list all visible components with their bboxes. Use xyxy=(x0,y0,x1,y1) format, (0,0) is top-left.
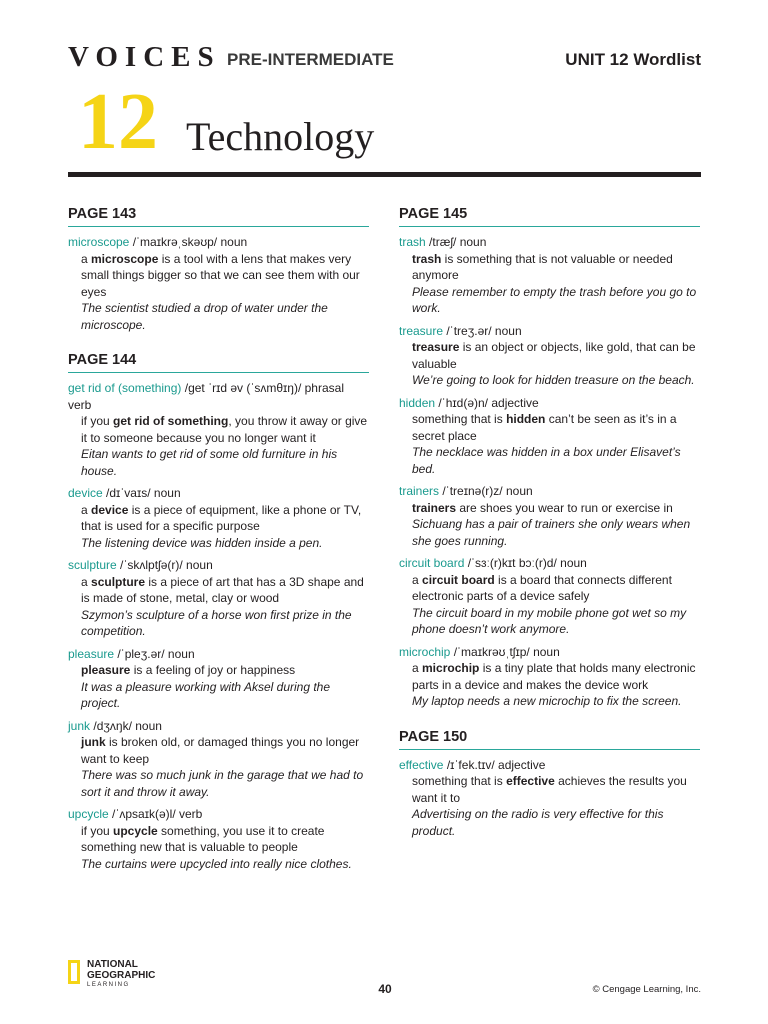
logo-line-1: NATIONAL xyxy=(87,959,138,970)
entry-word: circuit board xyxy=(399,556,465,570)
entry-pleasure xyxy=(68,646,369,712)
entry-word: trainers xyxy=(399,484,440,498)
entry-info: /ˈʌpsaɪk(ə)l/ verb xyxy=(112,807,203,821)
section-heading: PAGE 150 xyxy=(399,728,700,750)
entry-circuit-board xyxy=(399,555,700,638)
entry-word: junk xyxy=(68,718,91,733)
entry-info: /ˈtreʒ.ər/ noun xyxy=(446,323,522,338)
entry-info: /ˈsɜː(r)kɪt bɔː(r)d/ noun xyxy=(467,556,587,570)
entry-definition: something that is effective achieves the results you want it to xyxy=(412,774,687,805)
entry-info: /ˈskʌlptʃə(r)/ noun xyxy=(120,558,213,572)
entry-info: /træʃ/ noun xyxy=(429,235,487,249)
entry-word: pleasure xyxy=(68,646,115,661)
yellow-border-icon xyxy=(68,960,80,984)
entry-info: /get ˈrɪd əv (ˈsʌmθɪŋ)/ phrasal verb xyxy=(68,381,344,412)
entry-example: Szymon’s sculpture of a horse won first prize in the competition. xyxy=(81,607,352,638)
entry-example: Sichuang has a pair of trainers she only wears when she goes running. xyxy=(412,517,691,548)
entry-word: upcycle xyxy=(68,807,109,821)
entry-example: The necklace was hidden in a box under Elisavet’s bed. xyxy=(412,445,681,476)
page-number: 40 xyxy=(378,982,392,996)
entry-microchip xyxy=(399,644,700,710)
entry-example: There was so much junk in the garage that we had to sort it and throw it away. xyxy=(81,768,364,799)
entry-example: My laptop needs a new microchip to fix the screen. xyxy=(412,694,682,708)
entry-definition: a device is a piece of equipment, like a phone or TV, that is used for a specific purpose xyxy=(81,502,362,533)
entry-info: /ˈtreɪnə(r)z/ noun xyxy=(442,484,533,498)
entry-junk xyxy=(68,718,369,801)
unit-title: Technology xyxy=(186,114,375,159)
entry-word: microscope xyxy=(68,235,130,249)
entry-microscope xyxy=(68,234,369,333)
unit-number: 12 xyxy=(78,78,158,166)
entry-info: /ɪˈfek.tɪv/ adjective xyxy=(446,757,546,772)
entry-sculpture xyxy=(68,557,369,640)
entry-word: get rid of (something) xyxy=(68,381,182,395)
entry-word: microchip xyxy=(399,644,451,659)
entry-definition: if you upcycle something, you use it to create something new that is valuable to people xyxy=(81,823,325,854)
entry-info: /ˈhɪd(ə)n/ adjective xyxy=(438,395,539,410)
entry-upcycle xyxy=(68,806,369,872)
page-header xyxy=(68,40,701,74)
entry-info: /ˈmaɪkrəˌskəʊp/ noun xyxy=(132,235,248,249)
entry-example: We’re going to look for hidden treasure on the beach. xyxy=(412,373,695,387)
section-heading: PAGE 145 xyxy=(399,205,700,227)
entry-word: treasure xyxy=(399,323,444,338)
entry-info: /dɪˈvaɪs/ noun xyxy=(106,486,181,500)
entry-definition: junk is broken old, or damaged things you no longer want to keep xyxy=(81,735,360,766)
level-label: PRE-INTERMEDIATE xyxy=(227,50,394,69)
logo-line-2: GEOGRAPHIC xyxy=(87,969,156,981)
entry-word: sculpture xyxy=(68,558,117,572)
entry-definition: a microchip is a tiny plate that holds many electronic parts in a device and makes the device work xyxy=(412,661,696,692)
entry-definition: if you get rid of something, you throw it away or give it to someone because you no longer want it xyxy=(81,414,368,445)
entry-device xyxy=(68,485,369,551)
national-geographic-logo xyxy=(68,960,168,992)
entry-word: hidden xyxy=(399,395,436,410)
entry-definition: pleasure is a feeling of joy or happiness xyxy=(81,663,296,677)
section-heading: PAGE 144 xyxy=(68,351,369,373)
copyright-notice: © Cengage Learning, Inc. xyxy=(592,984,701,995)
entry-get-rid-of xyxy=(68,380,369,479)
entry-example: It was a pleasure working with Aksel during the project. xyxy=(81,679,331,710)
right-column xyxy=(399,205,700,845)
entry-word: effective xyxy=(399,757,444,772)
entry-example: The listening device was hidden inside a pen. xyxy=(81,535,323,550)
entry-example: Advertising on the radio is very effective for this product. xyxy=(412,807,664,838)
entry-info: /ˈpleʒ.ər/ noun xyxy=(117,646,195,661)
unit-wordlist-label: UNIT 12 Wordlist xyxy=(565,50,701,69)
entry-word: device xyxy=(68,486,103,500)
entry-definition: trash is something that is not valuable or needed anymore xyxy=(412,251,673,282)
entry-example: Please remember to empty the trash before you go to work. xyxy=(412,284,697,315)
entry-treasure xyxy=(399,323,700,389)
entry-example: The scientist studied a drop of water under the microscope. xyxy=(81,301,328,332)
entry-word: trash xyxy=(399,235,426,249)
entry-example: The circuit board in my mobile phone got wet so my phone doesn’t work anymore. xyxy=(412,605,687,636)
entry-trainers xyxy=(399,483,700,549)
entry-definition: a microscope is a tool with a lens that makes very small things bigger so that we can see them with our eyes xyxy=(81,251,360,299)
entry-info: /dʒʌŋk/ noun xyxy=(93,718,162,733)
entry-info: /ˈmaɪkrəʊˌtʃɪp/ noun xyxy=(453,644,560,659)
logo-line-3: LEARNING xyxy=(87,982,130,988)
brand-title: VOICES xyxy=(68,41,221,73)
entry-definition: a circuit board is a board that connects different electronic parts of a device safely xyxy=(412,572,672,603)
entry-definition: trainers are shoes you wear to run or exercise in xyxy=(412,500,673,515)
entry-example: The curtains were upcycled into really nice clothes. xyxy=(81,856,352,871)
entry-definition: treasure is an object or objects, like gold, that can be valuable xyxy=(412,340,696,371)
entry-example: Eitan wants to get rid of some old furniture in his house. xyxy=(81,447,338,478)
left-column xyxy=(68,205,369,878)
header-divider xyxy=(68,172,701,177)
entry-definition: something that is hidden can’t be seen as it’s in a secret place xyxy=(412,412,677,443)
section-heading: PAGE 143 xyxy=(68,205,369,227)
entry-trash xyxy=(399,234,700,317)
entry-hidden xyxy=(399,395,700,478)
entry-effective xyxy=(399,757,700,840)
entry-definition: a sculpture is a piece of art that has a 3D shape and is made of stone, metal, clay or wood xyxy=(81,574,364,605)
